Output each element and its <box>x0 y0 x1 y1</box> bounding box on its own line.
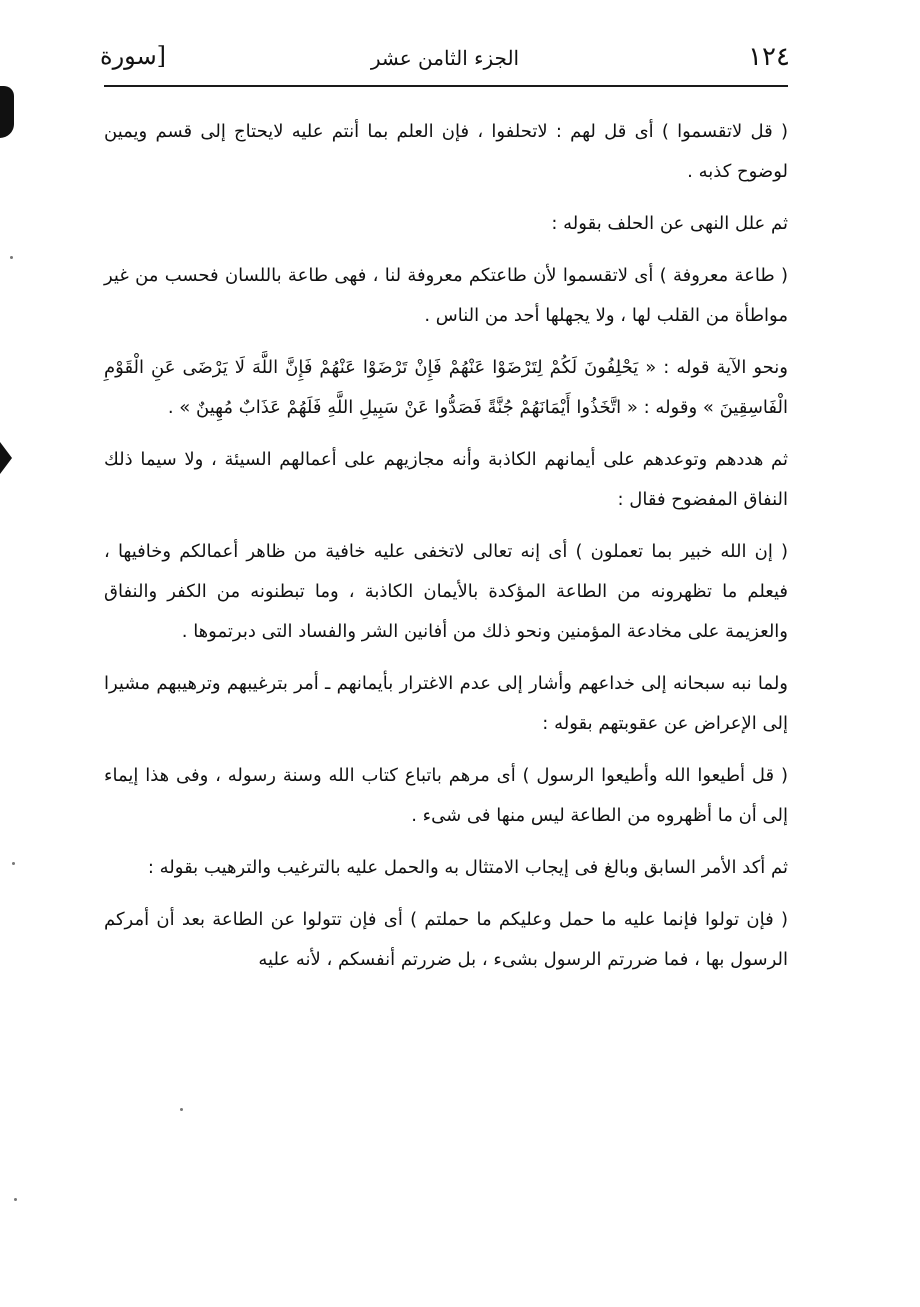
scan-speck <box>10 256 13 259</box>
header-rule <box>104 85 788 87</box>
paragraph: ( إن الله خبير بما تعملون ) أى إنه تعالى لاتخفى عليه خافية من ظاهر أعمالكم وخافيها ، فيعلم ما تظهرونه من الطاعة المؤكدة بالأيمان الكاذبة ، وما تبطنونه من الكفر والنفاق والعزيمة على مخادعة المؤمنين ونحو ذلك من أفانين الشر والفساد التى دبرتموها . <box>104 541 788 642</box>
surah-label: [سورة <box>100 42 167 70</box>
page-number: ١٢٤ <box>748 42 790 72</box>
paragraph: ثم علل النهى عن الحلف بقوله : <box>551 213 788 234</box>
paragraph: ( طاعة معروفة ) أى لاتقسموا لأن طاعتكم معروفة لنا ، فهى طاعة باللسان فحسب من غير مواطأة من القلب لها ، ولا يجهلها أحد من الناس . <box>104 265 788 326</box>
quran-citation-paragraph: ونحو الآية قوله : « يَحْلِفُونَ لَكُمْ لِتَرْضَوْا عَنْهُمْ فَإِنْ تَرْضَوْا عَنْهُمْ فَإِنَّ اللَّهَ لَا يَرْضَى عَنِ الْقَوْمِ الْفَاسِقِينَ » وقوله : « اتَّخَذُوا أَيْمَانَهُمْ جُنَّةً فَصَدُّوا عَنْ سَبِيلِ اللَّهِ فَلَهُمْ عَذَابٌ مُهِينٌ » . <box>104 357 788 418</box>
paragraph: ثم أكد الأمر السابق وبالغ فى إيجاب الامتثال به والحمل عليه بالترغيب والترهيب بقوله : <box>147 857 788 878</box>
scan-speck <box>14 1198 17 1201</box>
scan-speck <box>180 1108 183 1111</box>
scan-speck <box>12 862 15 865</box>
volume-title: الجزء الثامن عشر <box>370 46 520 70</box>
page-header <box>100 38 790 78</box>
paragraph: ( قل أطيعوا الله وأطيعوا الرسول ) أى مرهم باتباع كتاب الله وسنة رسوله ، وفى هذا إيماء إلى أن ما أظهروه من الطاعة ليس منها فى شىء . <box>104 765 788 826</box>
page-edge-mark-middle <box>0 442 12 474</box>
paragraph: ( قل لاتقسموا ) أى قل لهم : لاتحلفوا ، فإن العلم بما أنتم عليه لايحتاج إلى قسم ويمين لوضوح كذبه . <box>104 121 788 182</box>
page-edge-mark-top <box>0 86 14 138</box>
paragraph: ولما نبه سبحانه إلى خداعهم وأشار إلى عدم الاغترار بأيمانهم ـ أمر بترغيبهم وترهيبهم مشيرا إلى الإعراض عن عقوبتهم بقوله : <box>104 673 788 734</box>
page-body <box>104 112 788 992</box>
paragraph: ثم هددهم وتوعدهم على أيمانهم الكاذبة وأنه مجازيهم على أعمالهم السيئة ، ولا سيما ذلك النفاق المفضوح فقال : <box>104 449 788 510</box>
paragraph: ( فإن تولوا فإنما عليه ما حمل وعليكم ما حملتم ) أى فإن تتولوا عن الطاعة بعد أن أمركم الرسول بها ، فما ضررتم الرسول بشىء ، بل ضررتم أنفسكم ، لأنه عليه <box>104 909 788 970</box>
